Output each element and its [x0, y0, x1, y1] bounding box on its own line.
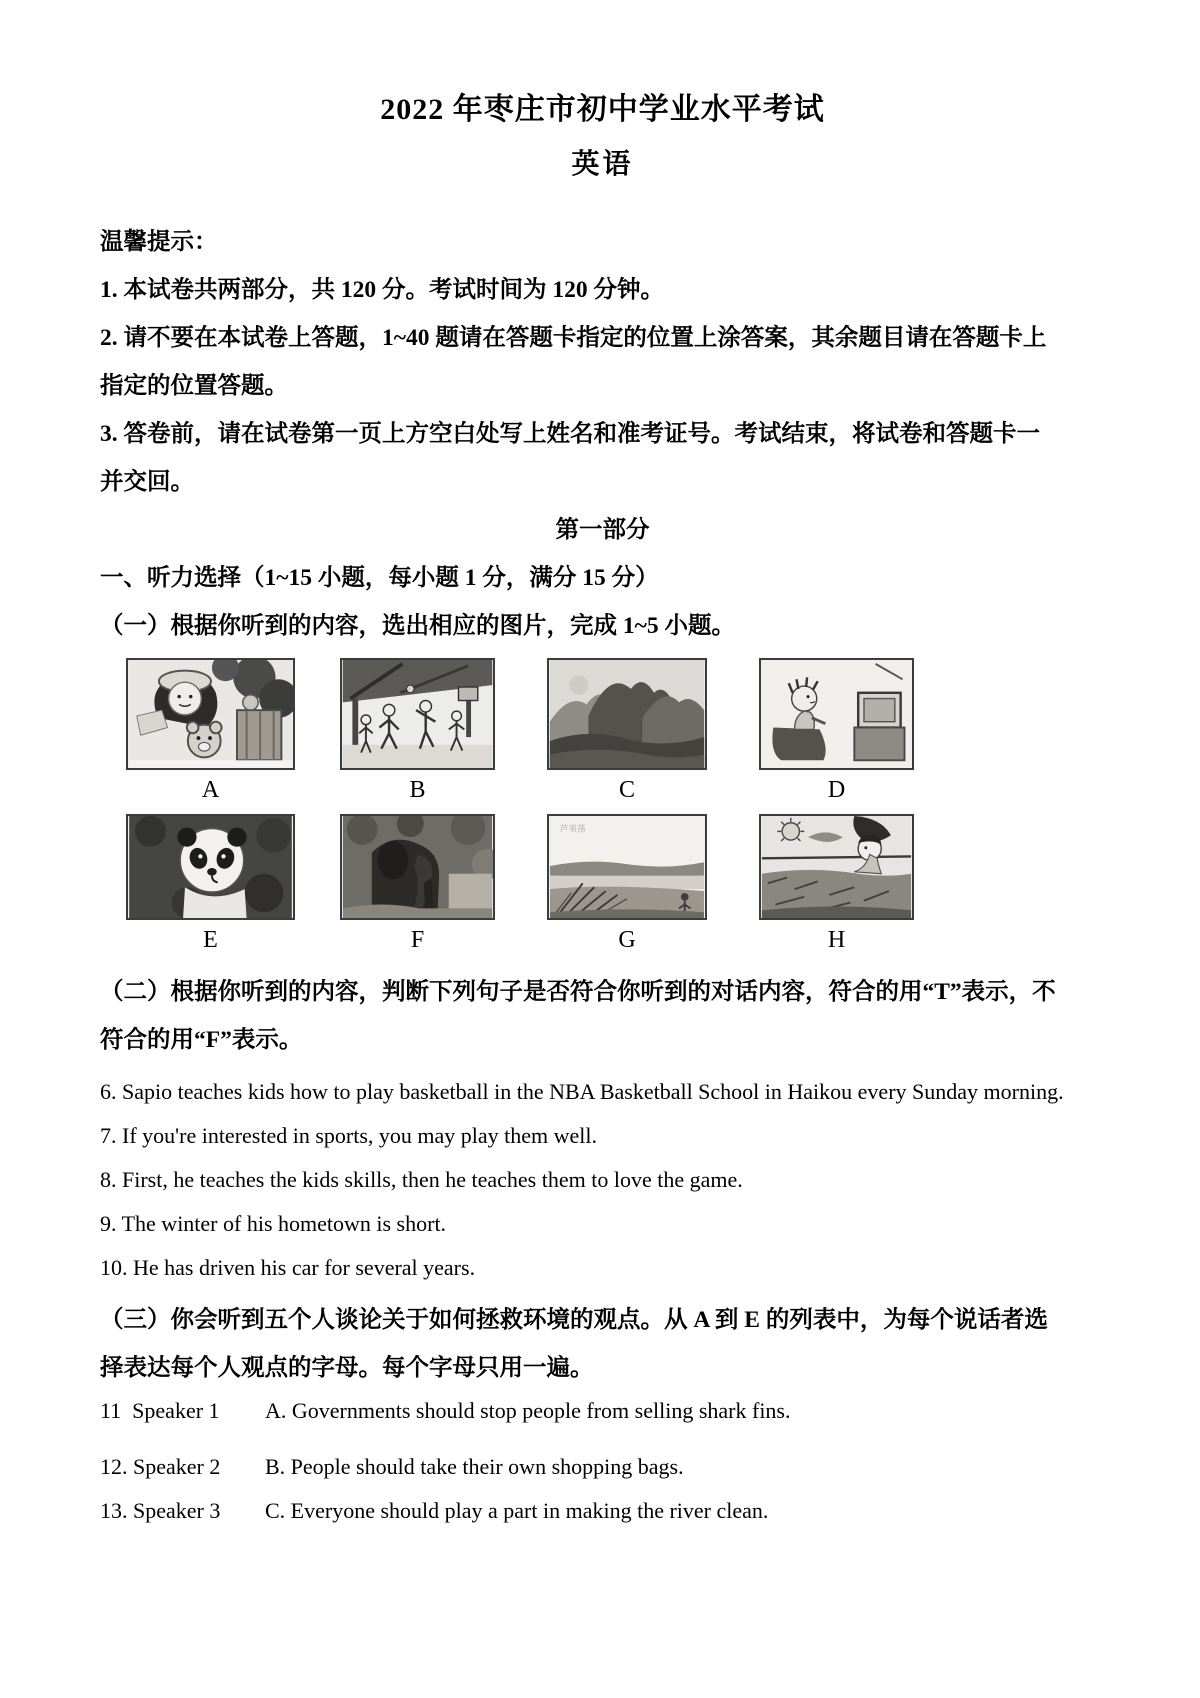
- true-false-statements: [100, 1070, 1105, 1290]
- notice-item-2-line-1: 2. 请不要在本试卷上答题，1~40 题请在答题卡指定的位置上涂答案，其余题目请在答题卡上: [100, 325, 1047, 351]
- picture-option-a: [126, 658, 295, 804]
- match-row-12: [100, 1456, 1105, 1478]
- picture-label-a: A: [201, 777, 220, 803]
- sub1-instruction: （一）根据你听到的内容，选出相应的图片，完成 1~5 小题。: [100, 613, 735, 639]
- speaker-13-label: 13. Speaker 3: [100, 1498, 221, 1523]
- elephant-image: [340, 814, 495, 920]
- statement-10: 10. He has driven his car for several years.: [100, 1255, 476, 1280]
- picture-option-e: [126, 814, 295, 954]
- picture-option-c: [547, 658, 707, 804]
- picture-row-1: [126, 658, 1105, 804]
- picture-label-c: C: [618, 777, 635, 803]
- picture-label-b: B: [409, 777, 426, 803]
- person-by-river-image: [759, 814, 914, 920]
- picture-label-g: G: [618, 927, 636, 953]
- sub3-instruction-line-2: 择表达每个人观点的字母。每个字母只用一遍。: [100, 1355, 594, 1381]
- girl-teddy-bear-image: [126, 658, 295, 770]
- speaker-12-label: 12. Speaker 2: [100, 1454, 221, 1479]
- listening-section-heading: 一、听力选择（1~15 小题，每小题 1 分，满分 15 分）: [100, 565, 659, 591]
- picture-option-d: [759, 658, 914, 804]
- option-a-text: A. Governments should stop people from selling shark fins.: [265, 1398, 791, 1423]
- picture-label-d: D: [827, 777, 846, 803]
- notice-item-3-line-2: 并交回。: [100, 469, 194, 495]
- statement-7: 7. If you're interested in sports, you may play them well.: [100, 1123, 598, 1148]
- picture-row-2: [126, 814, 1105, 954]
- notice-item-1: 1. 本试卷共两部分，共 120 分。考试时间为 120 分钟。: [100, 277, 664, 303]
- notice-item-2-line-2: 指定的位置答题。: [100, 373, 288, 399]
- picture-label-h: H: [827, 927, 846, 953]
- page-title: 2022 年枣庄市初中学业水平考试: [380, 93, 825, 126]
- sub2-instruction-line-2: 符合的用“F”表示。: [100, 1027, 303, 1053]
- notice-block: [100, 218, 1105, 506]
- svg-text:芦苇荡: 芦苇荡: [559, 823, 586, 834]
- lake-field-image: [547, 814, 707, 920]
- match-row-13: [100, 1500, 1105, 1522]
- picture-label-f: F: [410, 927, 425, 953]
- notice-item-3-line-1: 3. 答卷前，请在试卷第一页上方空白处写上姓名和准考证号。考试结束，将试卷和答题卡一: [100, 421, 1040, 447]
- option-b-text: B. People should take their own shopping bags.: [265, 1454, 684, 1479]
- picture-option-f: [340, 814, 495, 954]
- statement-9: 9. The winter of his hometown is short.: [100, 1211, 447, 1236]
- speaker-matching-list: [100, 1400, 1105, 1522]
- option-c-text: C. Everyone should play a part in making the river clean.: [265, 1498, 769, 1523]
- picture-label-e: E: [203, 927, 218, 953]
- sub3-instruction-line-1: （三）你会听到五个人谈论关于如何拯救环境的观点。从 A 到 E 的列表中，为每个说话者选: [100, 1307, 1048, 1333]
- picture-option-b: [340, 658, 495, 804]
- basketball-court-image: [340, 658, 495, 770]
- notice-heading: 温馨提示：: [100, 229, 218, 255]
- picture-option-g: [547, 814, 707, 954]
- part1-heading: 第一部分: [555, 517, 650, 543]
- subject-title: 英语: [571, 149, 634, 180]
- speaker-11-label: 11 Speaker 1: [100, 1398, 220, 1423]
- sub2-instruction-line-1: （二）根据你听到的内容，判断下列句子是否符合你听到的对话内容，符合的用“T”表示，不: [100, 979, 1056, 1005]
- picture-option-h: [759, 814, 914, 954]
- picture-options-grid: [126, 658, 1105, 954]
- mountains-image: [547, 658, 707, 770]
- statement-8: 8. First, he teaches the kids skills, then he teaches them to love the game.: [100, 1167, 743, 1192]
- panda-image: [126, 814, 295, 920]
- match-row-11: [100, 1400, 1105, 1422]
- statement-6: 6. Sapio teaches kids how to play basketball in the NBA Basketball School in Haikou every Sunday morning.: [100, 1079, 1064, 1104]
- boy-watching-tv-image: [759, 658, 914, 770]
